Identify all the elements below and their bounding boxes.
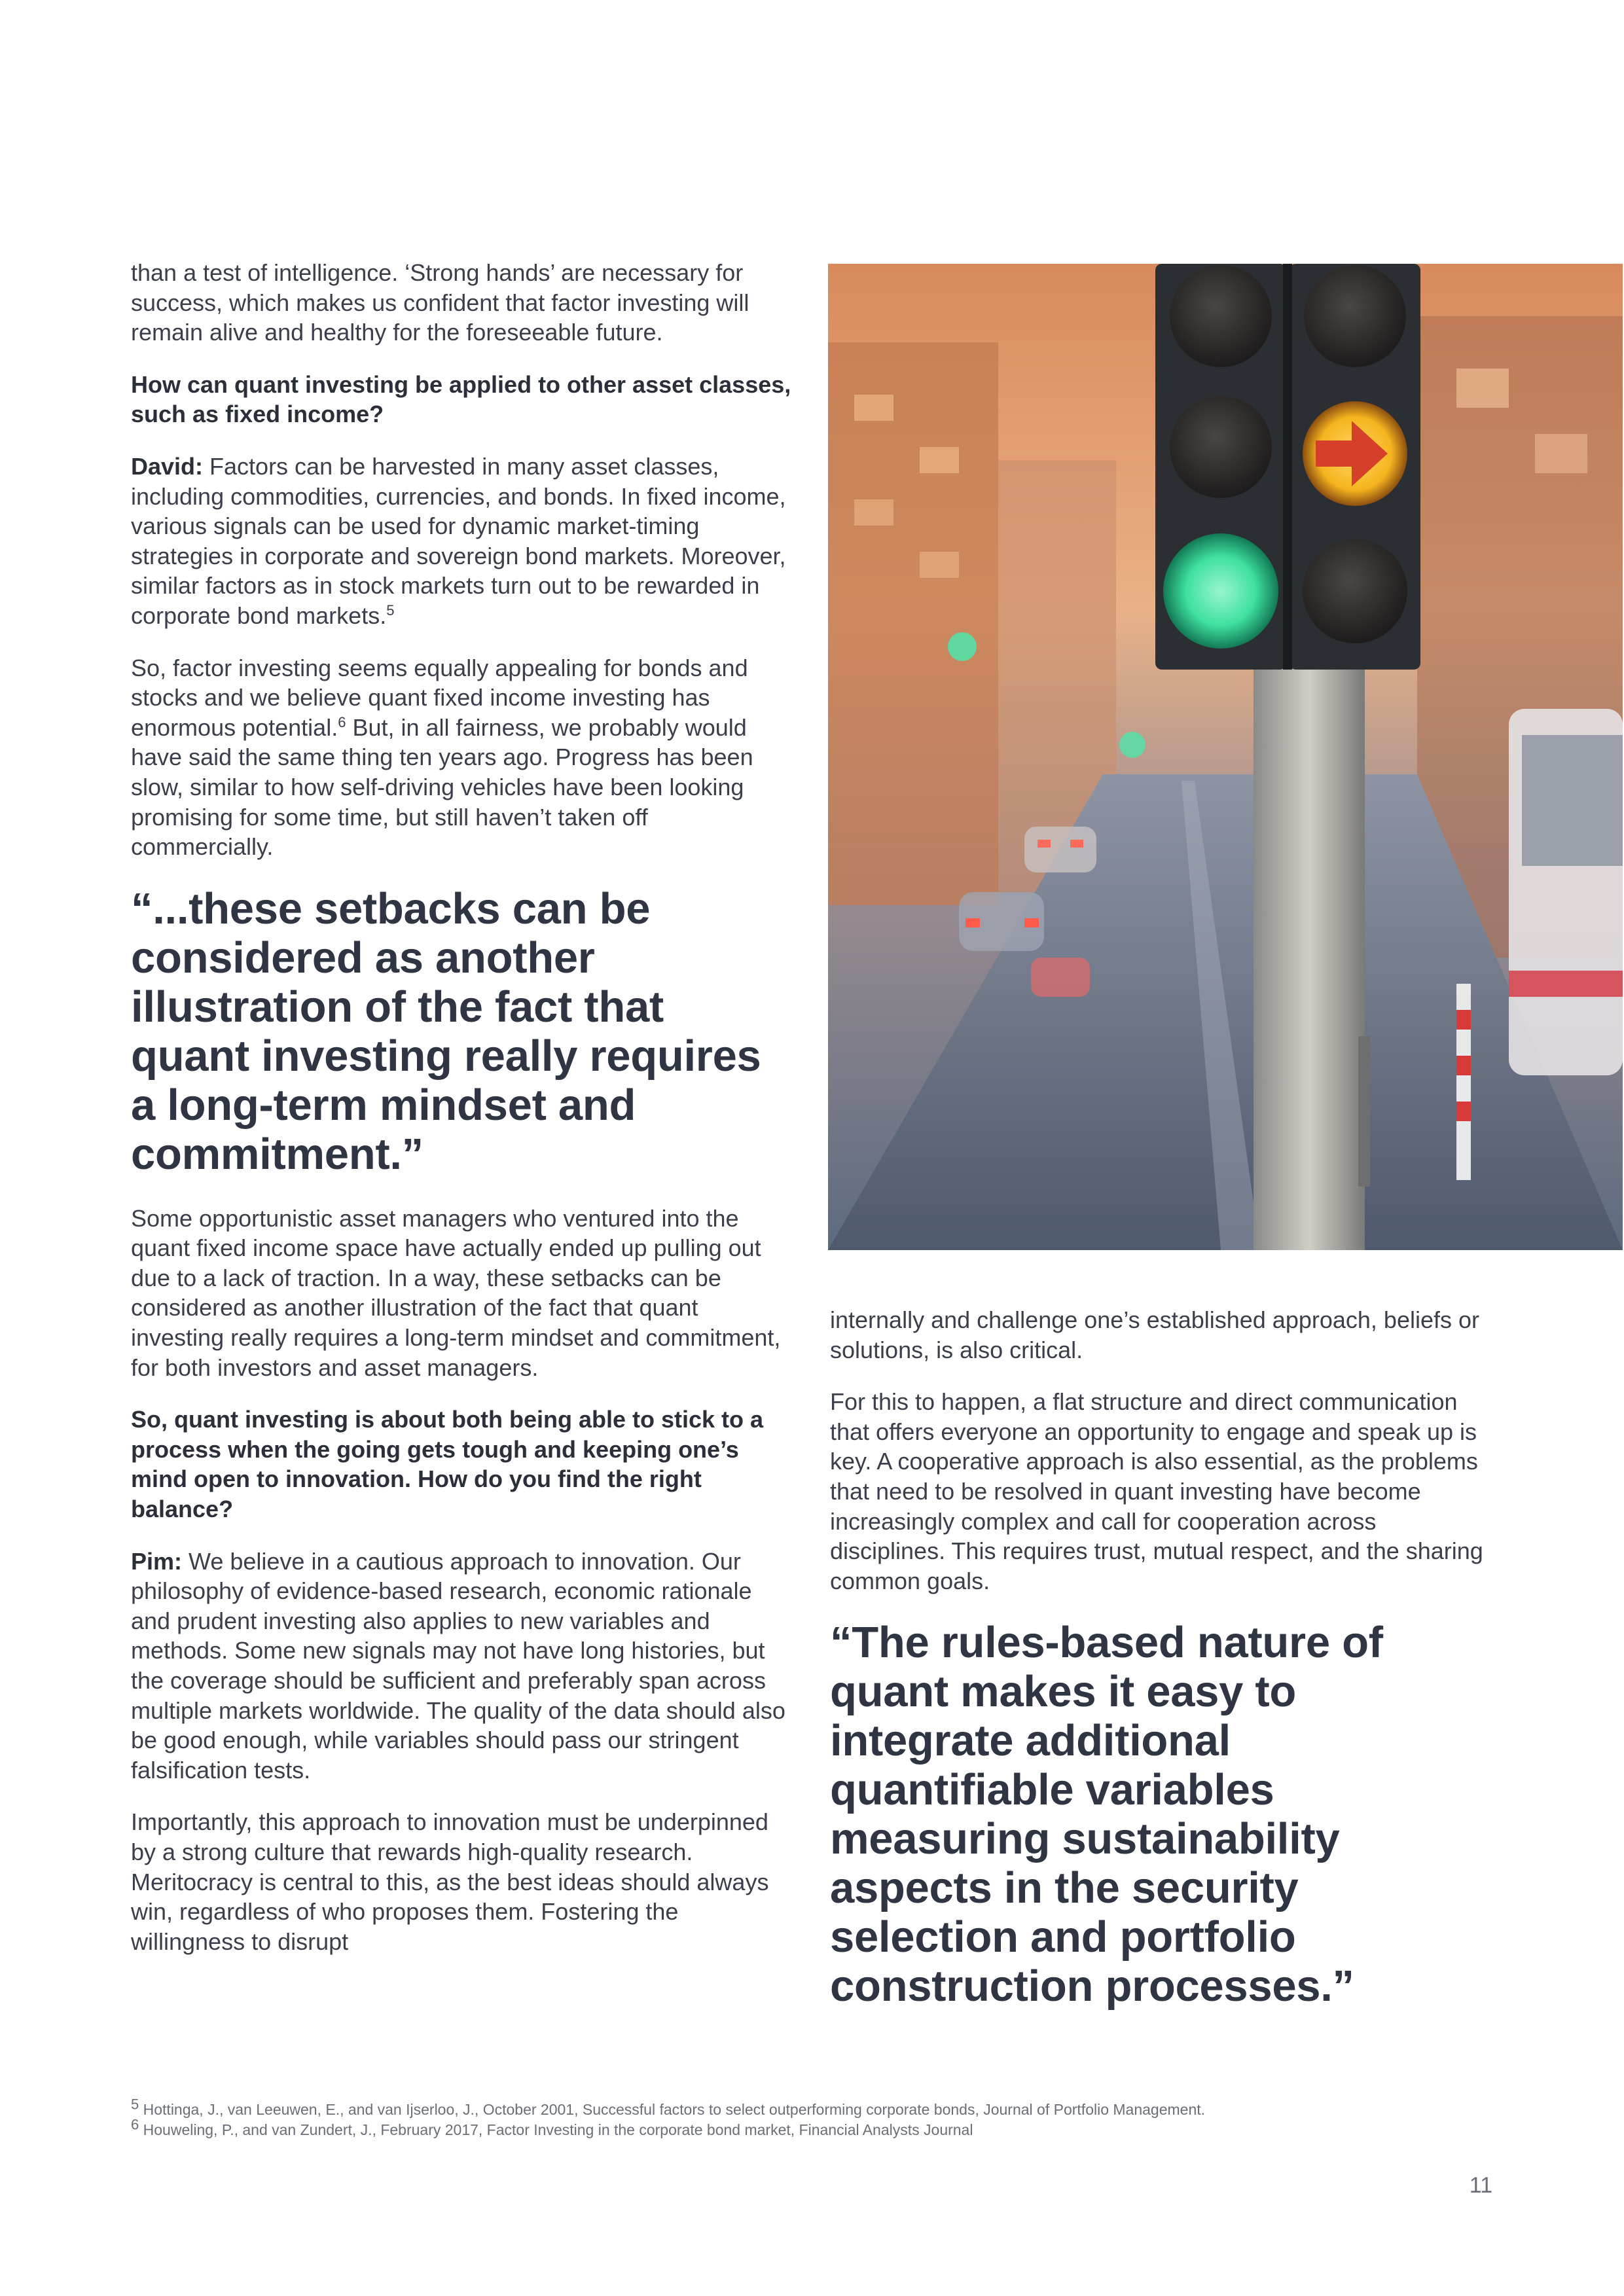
speaker-pim: Pim: [131,1547,183,1575]
pull-quote-right: “The rules-based nature of quant makes it easy to integrate additional quantifiable variables measuring sustainability aspects in the security selection and portfolio construction processes.” [830,1618,1383,2011]
question-balance: So, quant investing is about both being able to stick to a process when the going gets tough and keeping one’s mind open to innovation. How do you find the right balance? [131,1406,764,1523]
question-fixed-income: How can quant investing be applied to other asset classes, such as fixed income? [131,370,791,428]
traffic-light-photo [828,264,1623,1250]
footnotes [131,2096,1506,2140]
paragraph-pim-text: We believe in a cautious approach to innovation. Our philosophy of evidence-based research, economic rationale and prudent investing also applies to new variables and methods. Some new signals may not have long histories, but the coverage should be sufficient and preferably span across multiple markets worldwide. The quality of the data should also be good enough, while variables should pass our stringent falsification tests. [131,1547,785,1784]
footnote-mark-5: 5 [131,2096,139,2113]
paragraph-david [131,452,792,631]
footnote-5-text: Hottinga, J., van Leeuwen, E., and van Ijserloo, J., October 2001, Successful factors to select outperforming corporate bonds, Journal of Portfolio Management. [139,2101,1206,2118]
footnote-6-text: Houweling, P., and van Zundert, J., February 2017, Factor Investing in the corporate bond market, Financial Analysts Journal [139,2121,973,2138]
paragraph-intro: than a test of intelligence. ‘Strong hands’ are necessary for success, which makes us confident that factor investing will remain alive and healthy for the foreseeable future. [131,259,749,346]
footnote-6 [131,2116,1506,2140]
left-column [131,258,792,1979]
speaker-david: David: [131,452,204,480]
traffic-light-icon [828,264,1623,1250]
paragraph-pim [131,1547,792,1785]
footnote-ref-6[interactable]: 6 [338,713,346,730]
paragraph-factor-text-a: So, factor investing seems equally appealing for bonds and stocks and we believe quant fixed income investing has enormous potential. [131,654,748,741]
paragraph-challenge: internally and challenge one’s established approach, beliefs or solutions, is also critical. [830,1306,1480,1363]
paragraph-flat-structure: For this to happen, a flat structure and direct communication that offers everyone an opportunity to engage and speak up is key. A cooperative approach is also essential, as the problems that need to be resolved in quant investing have become increasingly complex and call for cooperation across disciplines. This requires trust, mutual respect, and the sharing common goals. [830,1388,1483,1594]
paragraph-factor-investing [131,653,792,862]
page-number: 11 [1469,2173,1492,2198]
paragraph-david-text: Factors can be harvested in many asset classes, including commodities, currencies, and bonds. In fixed income, various signals can be used for dynamic market-timing strategies in corporate and sovereign bond markets. Moreover, similar factors as in stock markets turn out to be rewarded in corporate bond markets. [131,452,786,629]
footnote-ref-5[interactable]: 5 [386,601,395,619]
paragraph-opportunistic: Some opportunistic asset managers who ventured into the quant fixed income space have actually ended up pulling out due to a lack of traction. In a way, these setbacks can be considered as another illustration of the fact that quant investing really requires a long-term mindset and commitment, for both investors and asset managers. [131,1204,781,1381]
footnote-mark-6: 6 [131,2116,139,2133]
right-column [830,1305,1485,2036]
footnote-5 [131,2096,1506,2120]
paragraph-factor-text-b: But, in all fairness, we probably would have said the same thing ten years ago. Progress has been slow, similar to how self-driving vehicles have been looking promising for some time, but still haven’t taken off commercially. [131,713,753,861]
pull-quote-left: “...these setbacks can be considered as another illustration of the fact that quant investing really requires a long-term mindset and commitment.” [131,884,761,1179]
paragraph-innovation: Importantly, this approach to innovation must be underpinned by a strong culture that rewards high-quality research. Meritocracy is central to this, as the best ideas should always win, regardless of who proposes them. Fostering the willingness to disrupt [131,1808,769,1955]
